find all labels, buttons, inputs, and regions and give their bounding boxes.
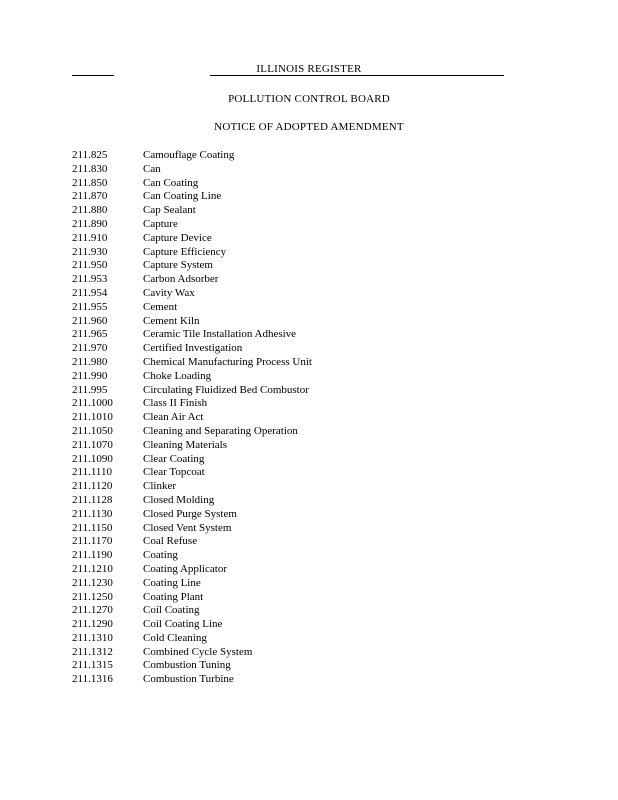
- section-number: 211.1190: [72, 549, 113, 562]
- definition-row: [72, 494, 312, 508]
- definition-term: Cleaning Materials: [143, 438, 228, 451]
- section-number: 211.1316: [72, 673, 113, 686]
- definition-term: Can: [143, 162, 161, 175]
- definition-row: [72, 591, 312, 605]
- section-number: 211.995: [72, 383, 108, 396]
- definition-term: Chemical Manufacturing Process Unit: [143, 355, 312, 368]
- section-number: 211.1210: [72, 562, 113, 575]
- definition-term: Circulating Fluidized Bed Combustor: [143, 383, 309, 396]
- definition-term: Cement Kiln: [143, 314, 200, 327]
- section-number: 211.1110: [72, 466, 113, 479]
- definition-term: Clear Topcoat: [143, 466, 205, 479]
- definition-term: Clinker: [143, 480, 176, 493]
- definition-term: Coating Applicator: [143, 562, 228, 575]
- board-title: POLLUTION CONTROL BOARD: [228, 93, 390, 105]
- section-number: 211.970: [72, 342, 108, 355]
- definition-term: Clean Air Act: [143, 411, 204, 424]
- notice-title: NOTICE OF ADOPTED AMENDMENT: [214, 121, 404, 133]
- definition-row: [72, 659, 312, 673]
- section-number: 211.1230: [72, 576, 113, 589]
- section-number: 211.953: [72, 273, 108, 286]
- section-number: 211.1150: [72, 521, 113, 534]
- definition-row: [72, 384, 312, 398]
- definition-term: Capture System: [143, 259, 213, 272]
- definition-row: [72, 453, 312, 467]
- definition-term: Combined Cycle System: [143, 645, 253, 658]
- definition-row: [72, 356, 312, 370]
- section-number: 211.1128: [72, 493, 113, 506]
- definition-row: [72, 259, 312, 273]
- definition-term: Cement: [143, 300, 178, 313]
- section-number: 211.1270: [72, 604, 113, 617]
- section-number: 211.880: [72, 204, 108, 217]
- definition-row: [72, 425, 312, 439]
- definition-row: [72, 604, 312, 618]
- section-number: 211.1290: [72, 618, 113, 631]
- section-number: 211.954: [72, 286, 108, 299]
- definition-row: [72, 618, 312, 632]
- definition-term: Coal Refuse: [143, 535, 198, 548]
- definition-row: [72, 163, 312, 177]
- section-number: 211.1130: [72, 507, 113, 520]
- section-number: 211.870: [72, 190, 108, 203]
- definition-row: [72, 439, 312, 453]
- section-number: 211.955: [72, 300, 108, 313]
- definition-row: [72, 632, 312, 646]
- definition-row: [72, 673, 312, 687]
- definition-term: Combustion Turbine: [143, 673, 234, 686]
- definition-row: [72, 149, 312, 163]
- definition-row: [72, 204, 312, 218]
- definition-term: Closed Purge System: [143, 507, 237, 520]
- definition-term: Cold Cleaning: [143, 631, 207, 644]
- section-number: 211.1250: [72, 590, 113, 603]
- definition-row: [72, 328, 312, 342]
- section-number: 211.1000: [72, 397, 113, 410]
- definition-row: [72, 577, 312, 591]
- section-number: 211.850: [72, 176, 108, 189]
- definition-row: [72, 342, 312, 356]
- section-number: 211.1170: [72, 535, 113, 548]
- definitions-list: [72, 149, 312, 687]
- section-number: 211.1315: [72, 659, 113, 672]
- definition-row: [72, 646, 312, 660]
- definition-term: Coating: [143, 549, 178, 562]
- header-rule-right: [210, 75, 504, 76]
- definition-term: Coating Line: [143, 576, 201, 589]
- section-number: 211.1070: [72, 438, 113, 451]
- definition-row: [72, 232, 312, 246]
- definition-row: [72, 190, 312, 204]
- definition-row: [72, 273, 312, 287]
- definition-term: Clear Coating: [143, 452, 205, 465]
- definition-row: [72, 301, 312, 315]
- definition-term: Cleaning and Separating Operation: [143, 424, 298, 437]
- definition-row: [72, 370, 312, 384]
- definition-row: [72, 287, 312, 301]
- definition-row: [72, 177, 312, 191]
- definition-row: [72, 411, 312, 425]
- definition-row: [72, 218, 312, 232]
- definition-term: Class II Finish: [143, 397, 208, 410]
- section-number: 211.1050: [72, 424, 113, 437]
- definition-term: Combustion Tuning: [143, 659, 231, 672]
- definition-row: [72, 246, 312, 260]
- section-number: 211.825: [72, 149, 108, 161]
- section-number: 211.960: [72, 314, 108, 327]
- definition-term: Cap Sealant: [143, 204, 196, 217]
- definition-row: [72, 508, 312, 522]
- definition-row: [72, 480, 312, 494]
- definition-term: Closed Vent System: [143, 521, 232, 534]
- section-number: 211.930: [72, 245, 108, 258]
- section-number: 211.950: [72, 259, 108, 272]
- definition-row: [72, 563, 312, 577]
- definition-term: Closed Molding: [143, 493, 215, 506]
- section-number: 211.1120: [72, 480, 113, 493]
- section-number: 211.1310: [72, 631, 113, 644]
- definition-term: Carbon Adsorber: [143, 273, 219, 286]
- section-number: 211.990: [72, 369, 108, 382]
- section-number: 211.830: [72, 162, 108, 175]
- definition-row: [72, 397, 312, 411]
- definition-term: Ceramic Tile Installation Adhesive: [143, 328, 297, 341]
- definition-term: Camouflage Coating: [143, 149, 235, 161]
- definition-term: Can Coating: [143, 176, 199, 189]
- definition-term: Capture: [143, 217, 178, 230]
- definition-term: Capture Efficiency: [143, 245, 227, 258]
- section-number: 211.1090: [72, 452, 113, 465]
- definition-term: Capture Device: [143, 231, 212, 244]
- section-number: 211.890: [72, 217, 108, 230]
- definition-term: Choke Loading: [143, 369, 212, 382]
- register-title: ILLINOIS REGISTER: [256, 63, 362, 75]
- definition-row: [72, 315, 312, 329]
- definition-row: [72, 549, 312, 563]
- section-number: 211.910: [72, 231, 108, 244]
- definition-row: [72, 522, 312, 536]
- definition-row: [72, 535, 312, 549]
- definition-term: Coil Coating: [143, 604, 200, 617]
- definition-row: [72, 466, 312, 480]
- definition-term: Certified Investigation: [143, 342, 243, 355]
- section-number: 211.965: [72, 328, 108, 341]
- definition-term: Coating Plant: [143, 590, 204, 603]
- section-number: 211.1010: [72, 411, 113, 424]
- definition-term: Can Coating Line: [143, 190, 222, 203]
- header-rule-left: [72, 75, 114, 76]
- section-number: 211.980: [72, 355, 108, 368]
- definition-term: Coil Coating Line: [143, 618, 223, 631]
- definition-term: Cavity Wax: [143, 286, 195, 299]
- section-number: 211.1312: [72, 645, 113, 658]
